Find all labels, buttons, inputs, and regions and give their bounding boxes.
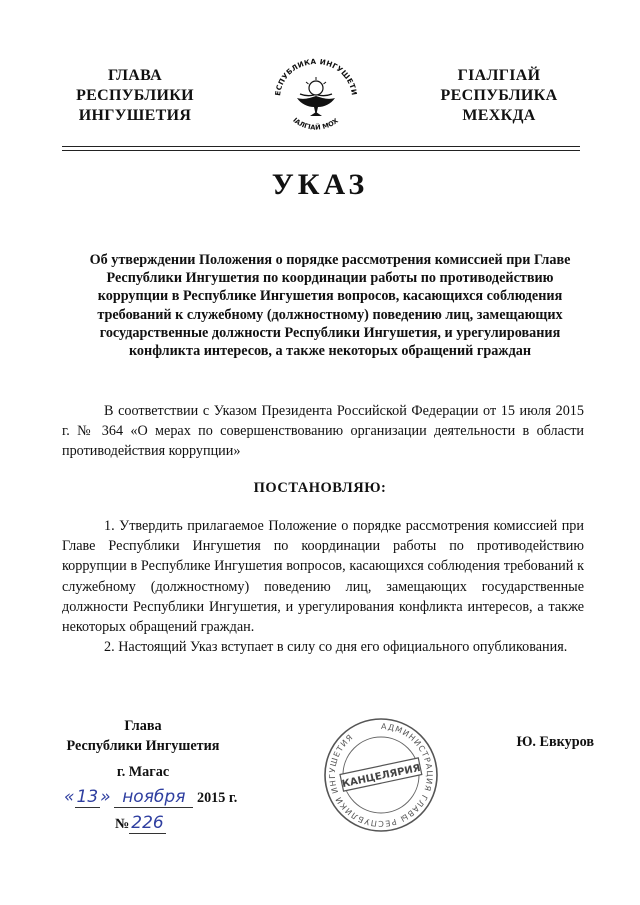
emblem-bottom-text: IАЛГIАЙ МОХ	[291, 116, 340, 132]
legal-basis-paragraph: В соответствии с Указом Президента Российской Федерации от 15 июля 2015 г. № 364 «О мерах по совершенствованию организации деятельности в области противодействия коррупции»	[62, 403, 584, 460]
document-title: УКАЗ	[271, 168, 369, 201]
header-rule-bottom	[62, 150, 580, 151]
date-day-handwritten: 13	[76, 787, 99, 807]
issuer-line-1: ГЛАВА	[108, 67, 162, 84]
signatory-position	[62, 716, 224, 756]
issuer-line-2: РЕСПУБЛИКИ	[76, 87, 194, 104]
signing-date	[64, 787, 237, 807]
issuer-line-3: ИНГУШЕТИЯ	[78, 107, 192, 124]
place-of-signing: г. Магас	[116, 764, 170, 780]
decree-number-handwritten: 226	[131, 813, 164, 833]
issuer-line-1-ingush: ГIАЛГIАЙ	[457, 67, 541, 84]
header-rule-top	[62, 146, 580, 147]
decree-heading: ПОСТАНОВЛЯЮ:	[253, 480, 387, 496]
stamp-ring-text: АДМИНИСТРАЦИЯ ГЛАВЫ РЕСПУБЛИКИ ИНГУШЕТИЯ	[327, 721, 435, 829]
date-open-quote: «	[64, 787, 75, 807]
eagle-emblem-icon	[270, 54, 362, 136]
number-sign: №	[115, 816, 130, 832]
decree-item-1: 1. Утвердить прилагаемое Положение о порядке рассмотрения комиссией при Главе Республики Ингушетия по координации работы по противодействию коррупции в Республике Ингушетия вопросов, касающихся соблюдения требований к служебному (должностному) поведению лиц, замещающих государственные должности Республики Ингушетия, и урегулирования конфликта интересов, а также некоторых обращений граждан.	[62, 518, 584, 636]
date-month-handwritten: ноября	[114, 787, 193, 808]
emblem-top-text: ЕСПУБЛИКА ИНГУШЕТИ	[273, 56, 359, 97]
date-close-quote: »	[100, 787, 111, 807]
stamp-center-text: КАНЦЕЛЯРИЯ	[341, 762, 422, 791]
document-subject: Об утверждении Положения о порядке рассмотрения комиссией при Главе Республики Ингушетия по координации работы по противодействию коррупции в Республике Ингушетия вопросов, касающихся соблюдения требований к служебному (должностному) поведению лиц, замещающих государственные должности Республики Ингушетия, и урегулирования конфликта интересов, а также некоторых обращений граждан	[89, 252, 571, 360]
date-year: 2015 г.	[196, 790, 238, 806]
office-stamp-icon	[322, 716, 440, 834]
issuer-name-ingush	[418, 66, 580, 126]
issuer-name-russian	[60, 66, 210, 126]
decree-item-2: 2. Настоящий Указ вступает в силу со дня его официального опубликования.	[104, 639, 568, 655]
signatory-position-line-2: Республики Ингушетия	[66, 738, 220, 754]
signatory-name: Ю. Евкуров	[516, 734, 594, 750]
issuer-line-2-ingush: РЕСПУБЛИКА	[440, 87, 558, 104]
svg-text:РЕСПУБЛИКА ИНГУШЕТИЯ	[270, 54, 359, 96]
signatory-position-line-1: Глава	[124, 718, 162, 734]
decree-number	[115, 813, 166, 833]
issuer-line-3-ingush: МЕХКДА	[462, 107, 536, 124]
